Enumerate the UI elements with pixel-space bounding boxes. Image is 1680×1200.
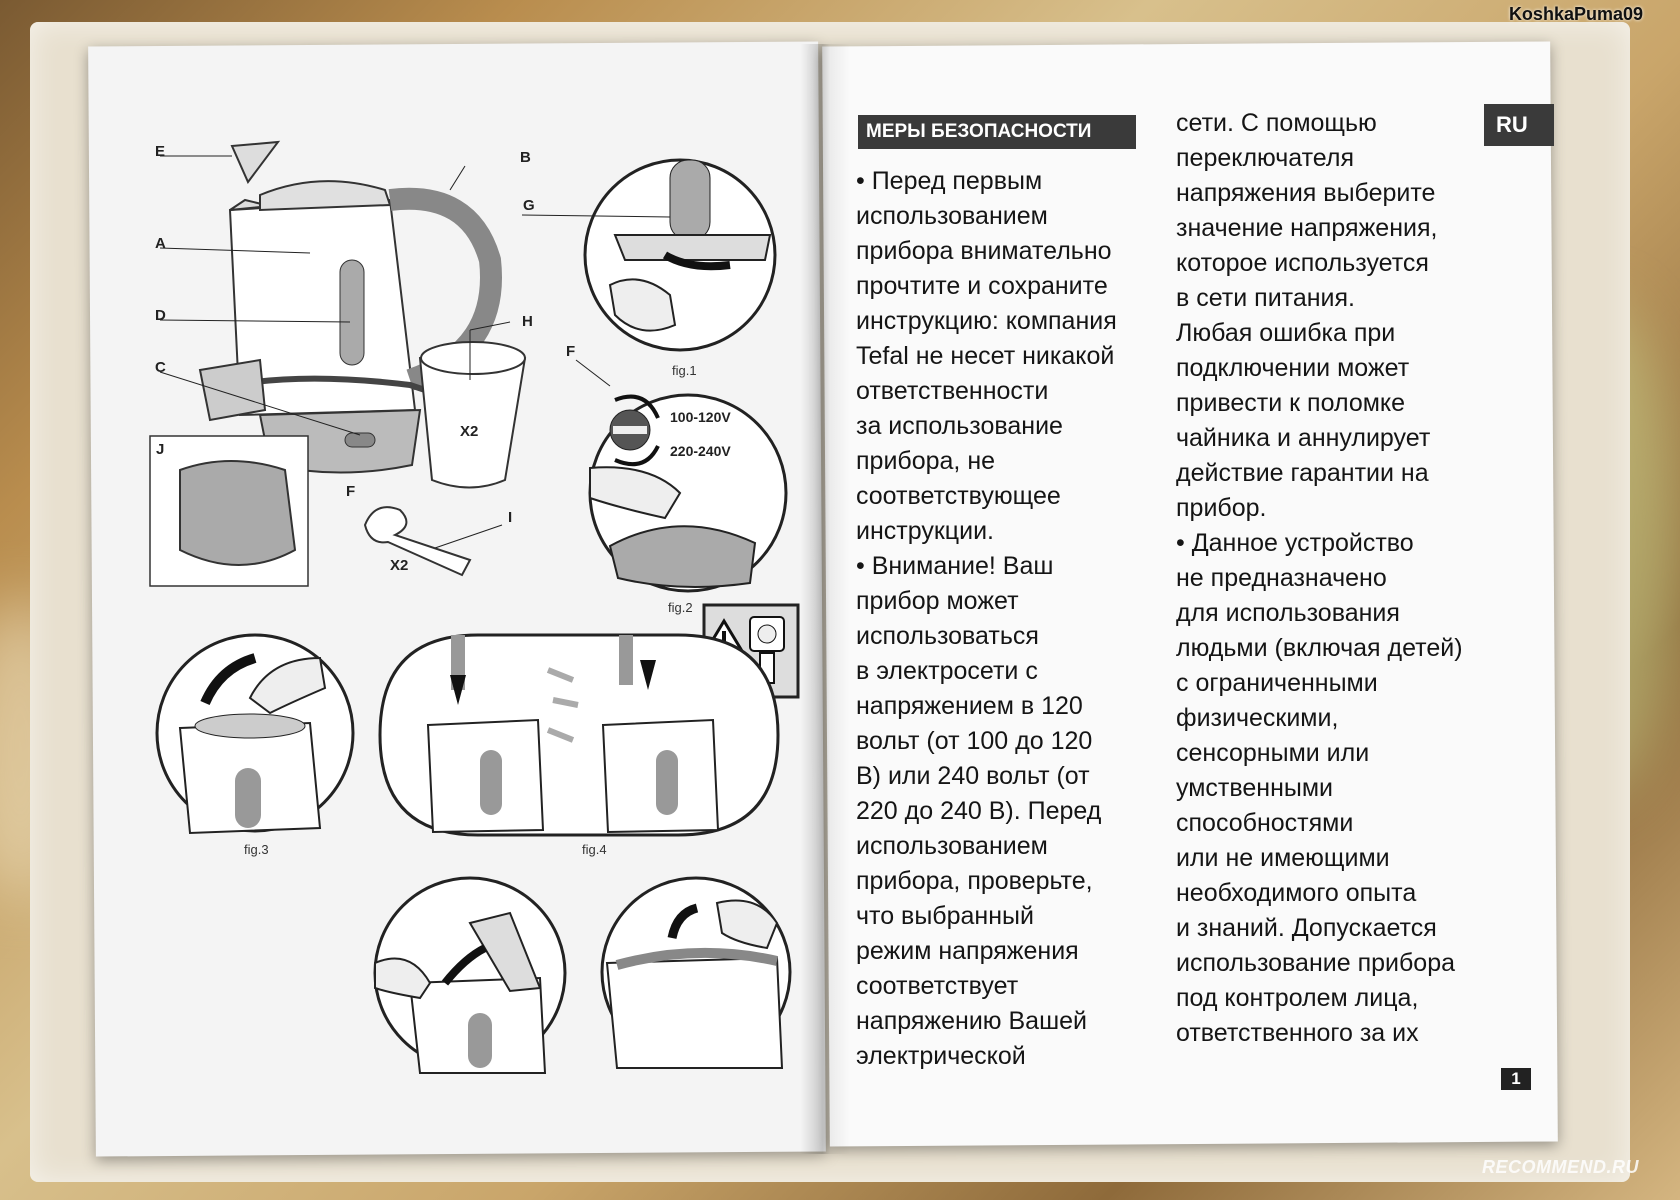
text-line: сети. С помощью (1176, 109, 1377, 137)
text-line: • Перед первым (856, 167, 1043, 195)
text-line: инструкции. (856, 517, 994, 545)
book-gutter (800, 44, 850, 1154)
text-line: физическими, (1176, 704, 1339, 732)
figure-4 (378, 630, 782, 860)
text-line: инструкцию: компания (856, 307, 1117, 335)
figure-lid-close (597, 873, 795, 1071)
text-line: использованием (856, 832, 1048, 860)
label-i: I (508, 509, 513, 526)
text-line: значение напряжения, (1176, 214, 1438, 242)
label-c: C (155, 359, 166, 376)
filter-part (232, 142, 278, 182)
caption-fig3: fig.3 (244, 842, 269, 857)
text-line: использование прибора (1176, 949, 1456, 977)
text-line: • Данное устройство (1176, 529, 1414, 557)
figure-3 (150, 628, 360, 860)
text-line: необходимого опыта (1176, 879, 1417, 907)
text-line: напряжению Вашей (856, 1007, 1088, 1035)
text-line: соответствующее (856, 482, 1061, 510)
text-line: электрической (856, 1042, 1026, 1070)
text-line: прибора, проверьте, (856, 867, 1093, 895)
text-column-2 (1176, 106, 1516, 1051)
text-line: и знаний. Допускается (1176, 914, 1437, 942)
label-f: F (346, 483, 356, 500)
label-d: D (155, 307, 166, 324)
label-h: H (522, 313, 533, 330)
text-line: действие гарантии на (1176, 459, 1429, 487)
text-line: за использование (856, 412, 1063, 440)
language-tab: RU (1484, 104, 1554, 146)
text-line: с ограниченными (1176, 669, 1378, 697)
caption-fig4: fig.4 (582, 842, 607, 857)
kettle-lid (260, 181, 390, 210)
caption-fig2: fig.2 (668, 600, 693, 615)
travel-pouch (180, 461, 295, 565)
caption-fig1: fig.1 (672, 363, 697, 378)
text-line: прибор может (856, 587, 1019, 615)
text-line: подключении может (1176, 354, 1410, 382)
text-line: сенсорными или (1176, 739, 1370, 767)
plug (200, 360, 265, 420)
text-line: ответственного за их (1176, 1019, 1419, 1047)
label-b: B (520, 149, 531, 166)
text-line: прибора, не (856, 447, 996, 475)
text-line: для использования (1176, 599, 1400, 627)
text-line: что выбранный (856, 902, 1034, 930)
text-column-1 (856, 164, 1146, 1074)
text-line: прибор. (1176, 494, 1267, 522)
kettle-diagram (150, 130, 540, 620)
spoon-quantity: X2 (390, 557, 409, 574)
voltage-label-high: 100-120V (670, 409, 731, 425)
label-f2: F (566, 343, 576, 360)
label-e: E (155, 143, 166, 160)
text-line: в электросети с (856, 657, 1038, 685)
text-line: прочтите и сохраните (856, 272, 1108, 300)
figure-lid-open (370, 873, 570, 1073)
figure-1 (520, 155, 790, 380)
text-line: способностями (1176, 809, 1354, 837)
text-line: переключателя (1176, 144, 1355, 172)
page-number: 1 (1501, 1068, 1531, 1090)
text-line: прибора внимательно (856, 237, 1112, 265)
figure-2 (566, 343, 800, 618)
text-line: людьми (включая детей) (1176, 634, 1463, 662)
text-line: Любая ошибка при (1176, 319, 1396, 347)
water-window (340, 260, 364, 365)
voltage-switch (345, 433, 375, 447)
text-line: использованием (856, 202, 1048, 230)
label-j: J (156, 441, 165, 458)
text-line: вольт (от 100 до 120 (856, 727, 1093, 755)
text-line: чайника и аннулирует (1176, 424, 1431, 452)
text-line: • Внимание! Ваш (856, 552, 1054, 580)
text-line: не предназначено (1176, 564, 1387, 592)
text-line: 220 до 240 В). Перед (856, 797, 1102, 825)
author-watermark: KoshkaPuma09 (1508, 4, 1643, 24)
text-line: напряжением в 120 (856, 692, 1083, 720)
cup-quantity: X2 (460, 423, 479, 440)
section-title: МЕРЫ БЕЗОПАСНОСТИ (858, 115, 1136, 149)
label-a: A (155, 235, 166, 252)
text-line: умственными (1176, 774, 1333, 802)
text-line: режим напряжения (856, 937, 1079, 965)
text-line: В) или 240 вольт (от (856, 762, 1090, 790)
text-line: или не имеющими (1176, 844, 1390, 872)
text-line: в сети питания. (1176, 284, 1355, 312)
text-line: Tefal не несет никакой (856, 342, 1115, 370)
text-line: под контролем лица, (1176, 984, 1419, 1012)
site-watermark: RECOMMEND.RU (1482, 1157, 1639, 1177)
text-line: напряжения выберите (1176, 179, 1436, 207)
text-line: использоваться (856, 622, 1039, 650)
text-line: ответственности (856, 377, 1049, 405)
text-line: соответствует (856, 972, 1019, 1000)
voltage-label-low: 220-240V (670, 443, 731, 459)
text-line: привести к поломке (1176, 389, 1406, 417)
text-line: которое используется (1176, 249, 1429, 277)
label-g: G (523, 197, 535, 214)
